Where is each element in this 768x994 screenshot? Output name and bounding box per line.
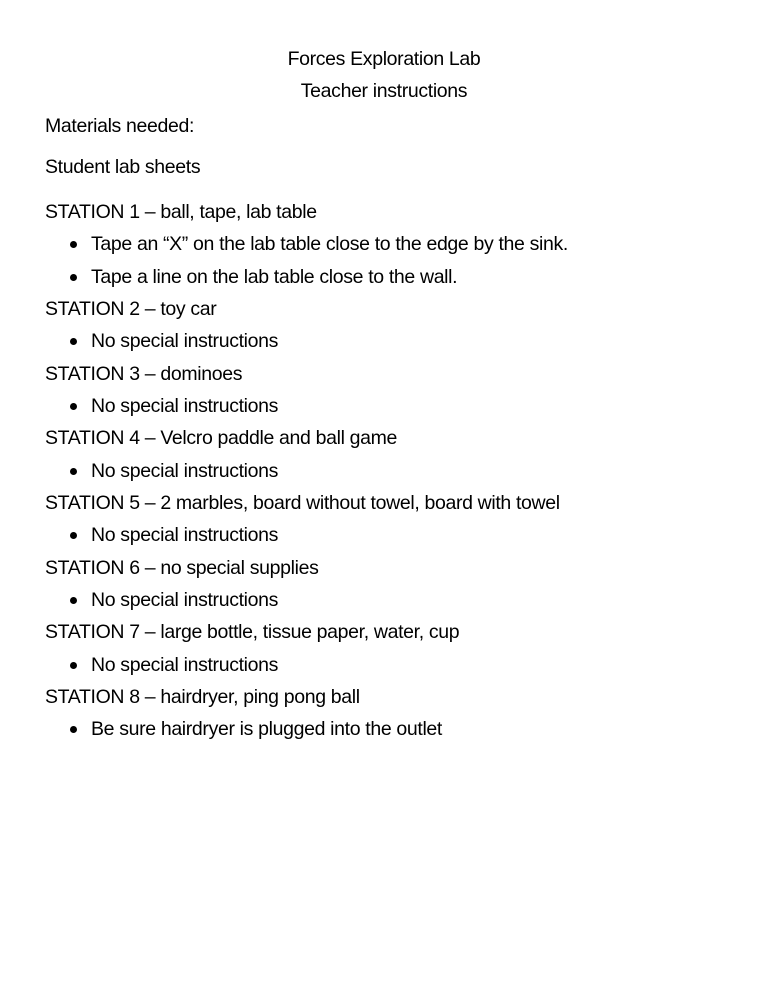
document-subtitle: Teacher instructions: [300, 80, 468, 102]
general-material: Student lab sheets: [45, 156, 201, 178]
station-7-label: STATION 7 – large bottle, tissue paper, water, cup: [45, 621, 460, 643]
instruction-text: Tape a line on the lab table close to the wall.: [91, 266, 458, 288]
instruction-text: No special instructions: [91, 330, 279, 352]
document-title: Forces Exploration Lab: [287, 48, 481, 70]
instruction-text: No special instructions: [91, 460, 279, 482]
materials-heading: Materials needed:: [45, 115, 195, 137]
bullet-icon: [70, 403, 77, 410]
instruction-text: No special instructions: [91, 589, 279, 611]
instruction-text: No special instructions: [91, 524, 279, 546]
instruction-text: Tape an “X” on the lab table close to the edge by the sink.: [91, 233, 568, 255]
station-3-label: STATION 3 – dominoes: [45, 363, 243, 385]
bullet-icon: [70, 338, 77, 345]
instruction-text: No special instructions: [91, 654, 279, 676]
bullet-icon: [70, 274, 77, 281]
station-2-label: STATION 2 – toy car: [45, 298, 217, 320]
bullet-icon: [70, 597, 77, 604]
bullet-icon: [70, 662, 77, 669]
instruction-text: Be sure hairdryer is plugged into the outlet: [91, 718, 442, 740]
station-6-label: STATION 6 – no special supplies: [45, 557, 319, 579]
station-8-label: STATION 8 – hairdryer, ping pong ball: [45, 686, 360, 708]
bullet-icon: [70, 468, 77, 475]
station-4-label: STATION 4 – Velcro paddle and ball game: [45, 427, 397, 449]
instruction-text: No special instructions: [91, 395, 279, 417]
bullet-icon: [70, 726, 77, 733]
bullet-icon: [70, 532, 77, 539]
station-5-label: STATION 5 – 2 marbles, board without towel, board with towel: [45, 492, 560, 514]
station-1-label: STATION 1 – ball, tape, lab table: [45, 201, 317, 223]
bullet-icon: [70, 241, 77, 248]
